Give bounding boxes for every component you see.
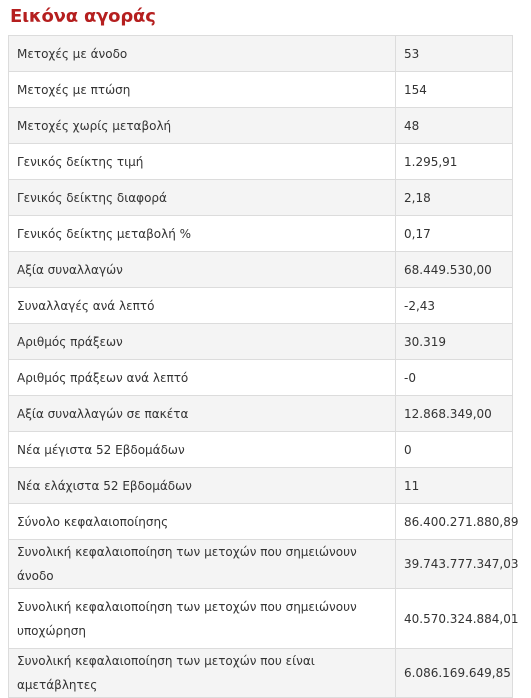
table-row	[9, 649, 513, 698]
row-value: 86.400.271.880,89	[396, 504, 513, 540]
row-label: Νέα ελάχιστα 52 Εβδομάδων	[9, 468, 396, 504]
table-row	[9, 432, 513, 468]
row-value: 1.295,91	[396, 144, 513, 180]
table-row	[9, 36, 513, 72]
row-value: 30.319	[396, 324, 513, 360]
row-label: Σύνολο κεφαλαιοποίησης	[9, 504, 396, 540]
table-row	[9, 252, 513, 288]
row-value: 48	[396, 108, 513, 144]
row-value: 39.743.777.347,03	[396, 540, 513, 589]
row-label: Νέα μέγιστα 52 Εβδομάδων	[9, 432, 396, 468]
row-value: 154	[396, 72, 513, 108]
table-row	[9, 540, 513, 589]
table-row	[9, 396, 513, 432]
row-value: -2,43	[396, 288, 513, 324]
row-label: Αξία συναλλαγών	[9, 252, 396, 288]
row-value: 40.570.324.884,01	[396, 589, 513, 649]
table-row	[9, 216, 513, 252]
table-row	[9, 504, 513, 540]
table-row	[9, 108, 513, 144]
table-row	[9, 144, 513, 180]
row-label: Συνολική κεφαλαιοποίηση των μετοχών που σημειώνουν άνοδο	[9, 540, 396, 589]
row-label: Αριθμός πράξεων ανά λεπτό	[9, 360, 396, 396]
page-title: Εικόνα αγοράς	[10, 6, 156, 27]
row-label: Αξία συναλλαγών σε πακέτα	[9, 396, 396, 432]
table-row	[9, 324, 513, 360]
row-label: Συναλλαγές ανά λεπτό	[9, 288, 396, 324]
row-value: -0	[396, 360, 513, 396]
row-label: Μετοχές χωρίς μεταβολή	[9, 108, 396, 144]
row-label: Αριθμός πράξεων	[9, 324, 396, 360]
table-row	[9, 589, 513, 649]
row-label: Μετοχές με άνοδο	[9, 36, 396, 72]
row-value: 6.086.169.649,85	[396, 649, 513, 698]
row-value: 53	[396, 36, 513, 72]
table-row	[9, 72, 513, 108]
row-label: Μετοχές με πτώση	[9, 72, 396, 108]
row-value: 2,18	[396, 180, 513, 216]
row-value: 12.868.349,00	[396, 396, 513, 432]
table-row	[9, 360, 513, 396]
table-row	[9, 288, 513, 324]
row-value: 68.449.530,00	[396, 252, 513, 288]
row-value: 11	[396, 468, 513, 504]
market-table	[8, 35, 519, 698]
row-label: Γενικός δείκτης μεταβολή %	[9, 216, 396, 252]
table-row	[9, 180, 513, 216]
row-value: 0	[396, 432, 513, 468]
table-row	[9, 468, 513, 504]
row-value: 0,17	[396, 216, 513, 252]
row-label: Γενικός δείκτης διαφορά	[9, 180, 396, 216]
row-label: Συνολική κεφαλαιοποίηση των μετοχών που σημειώνουν υποχώρηση	[9, 589, 396, 649]
row-label: Συνολική κεφαλαιοποίηση των μετοχών που είναι αμετάβλητες	[9, 649, 396, 698]
row-label: Γενικός δείκτης τιμή	[9, 144, 396, 180]
